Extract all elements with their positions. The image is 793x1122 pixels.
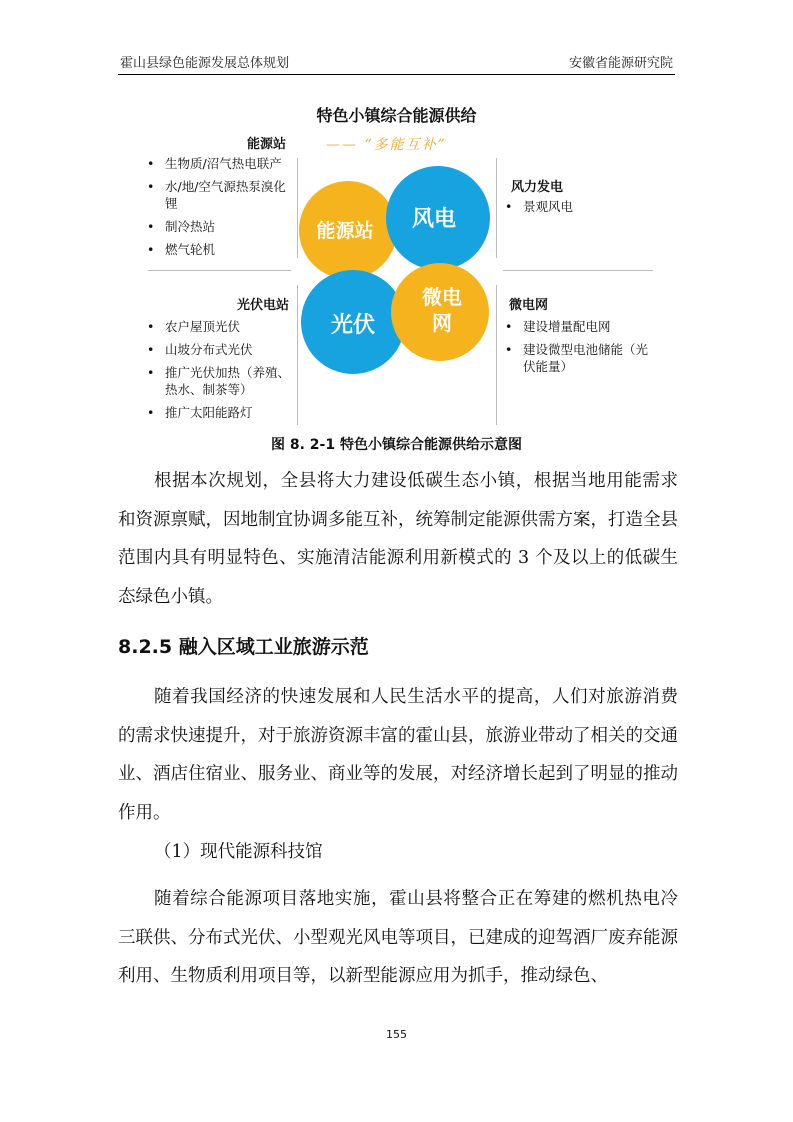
divider-right-vertical-bottom — [496, 285, 497, 425]
list-item: • 建设增量配电网 — [503, 318, 658, 335]
wind-power-heading: 风力发电 — [511, 180, 564, 195]
paragraph-energy-projects: 随着综合能源项目落地实施，霍山县将整合正在筹建的燃机热电冷三联供、分布式光伏、小型观光风电等项目，已建成的迎驾酒厂废弃能源利用、生物质利用项目等，以新型能源应用为抓手，推动绿色、 — [118, 889, 678, 986]
list-item: • 农户屋顶光伏 — [145, 318, 295, 335]
energy-station-list — [145, 155, 295, 264]
list-item: • 推广光伏加热（养殖、热水、制茶等） — [145, 364, 295, 398]
pv-station-list — [145, 318, 295, 427]
pv-label: 光伏 — [330, 313, 376, 338]
energy-station-label: 能源站 — [316, 220, 374, 242]
energy-station-heading: 能源站 — [247, 137, 287, 152]
header-document-title: 霍山县绿色能源发展总体规划 — [120, 56, 290, 71]
microgrid-heading: 微电网 — [509, 298, 549, 313]
microgrid-label-line1: 微电 — [422, 285, 462, 309]
list-item: • 建设微型电池储能（光伏能量） — [503, 341, 658, 375]
multi-energy-circles — [295, 160, 495, 430]
pv-station-heading: 光伏电站 — [237, 298, 290, 313]
microgrid-list — [503, 318, 658, 381]
energy-supply-figure — [0, 0, 793, 460]
list-item: • 景观风电 — [503, 198, 653, 215]
paragraph-tourism: 随着我国经济的快速发展和人民生活水平的提高，人们对旅游消费的需求快速提升，对于旅游资源丰富的霍山县，旅游业带动了相关的交通业、酒店住宿业、服务业、商业等的发展，对经济增长起到了明显的推动作用。 — [118, 687, 678, 823]
list-item: • 生物质/沼气热电联产 — [145, 155, 295, 172]
list-item: • 水/地/空气源热泵溴化锂 — [145, 178, 295, 212]
paragraph-low-carbon-town: 根据本次规划，全县将大力建设低碳生态小镇，根据当地用能需求和资源禀赋，因地制宜协调多能互补，统筹制定能源供需方案，打造全县范围内具有明显特色、实施清洁能源利用新模式的 3 个及以上的低碳生态绿色小镇。 — [118, 471, 678, 607]
divider-right-vertical — [496, 158, 497, 258]
wind-power-list — [503, 198, 653, 221]
figure-subtitle: —— “多能互补” — [326, 137, 447, 153]
divider-left — [148, 270, 291, 271]
divider-right — [503, 270, 653, 271]
figure-caption: 图 8. 2-1 特色小镇综合能源供给示意图 — [271, 437, 522, 453]
wind-label: 风电 — [411, 207, 457, 232]
list-item-energy-museum: （1）现代能源科技馆 — [154, 842, 323, 862]
list-item: • 燃气轮机 — [145, 241, 295, 258]
list-item: • 推广太阳能路灯 — [145, 404, 295, 421]
list-item: • 山坡分布式光伏 — [145, 341, 295, 358]
header-institute: 安徽省能源研究院 — [568, 56, 673, 71]
microgrid-label-line2: 网 — [432, 311, 452, 335]
page-number: 155 — [386, 1028, 407, 1041]
list-item: • 制冷热站 — [145, 218, 295, 235]
section-heading: 8.2.5 融入区域工业旅游示范 — [118, 636, 369, 658]
figure-title: 特色小镇综合能源供给 — [316, 106, 477, 125]
